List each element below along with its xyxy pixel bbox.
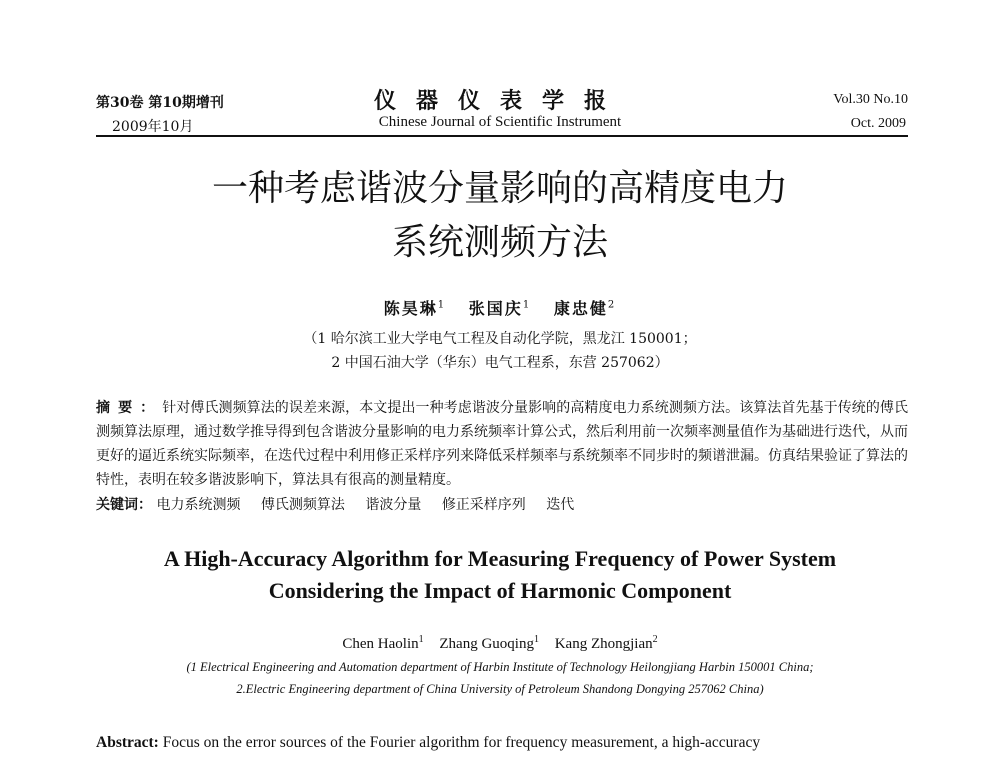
author-cn-1: 陈昊琳 — [383, 299, 438, 318]
keyword-cn-2: 傅氏测频算法 — [260, 497, 345, 513]
affiliation-cn-line2: 2 中国石油大学（华东）电气工程系，东营 257062） — [331, 355, 669, 371]
author-cn-2: 张国庆 — [468, 299, 523, 318]
keyword-cn-3: 谐波分量 — [365, 497, 422, 513]
author-cn-1-sup: 1 — [437, 299, 447, 311]
author-en-1-sup: 1 — [418, 634, 424, 645]
keywords-cn — [96, 494, 590, 514]
affiliation-cn-line1: （1 哈尔滨工业大学电气工程及自动化学院，黑龙江 150001； — [303, 331, 697, 347]
keywords-cn-label: 关键词： — [96, 497, 152, 513]
journal-name-cn: 仪器仪表学报 — [373, 88, 626, 114]
abstract-en — [96, 734, 908, 752]
title-cn-line1: 一种考虑谐波分量影响的高精度电力 — [211, 168, 788, 209]
title-en-line1: A High-Accuracy Algorithm for Measuring Frequency of Power System — [163, 546, 837, 571]
abstract-en-label: Abstract: — [96, 734, 159, 751]
author-en-2: Zhang Guoqing — [439, 636, 534, 652]
affiliation-en-line1: (1 Electrical Engineering and Automation department of Harbin Institute of Technology Heilongjiang Harbin 150001 China; — [186, 660, 814, 674]
date-en: Oct. 2009 — [850, 116, 906, 131]
title-cn-line2: 系统测频方法 — [391, 222, 608, 263]
authors-en — [0, 634, 1000, 653]
abstract-en-text: Focus on the error sources of the Fourier algorithm for frequency measurement, a high-accuracy — [158, 734, 761, 751]
author-cn-3-sup: 2 — [607, 299, 617, 311]
keyword-cn-1: 电力系统测频 — [156, 497, 241, 513]
abstract-cn — [96, 396, 908, 492]
authors-cn — [0, 296, 1000, 319]
keyword-cn-5: 迭代 — [546, 497, 575, 513]
journal-name-en: Chinese Journal of Scientific Instrument — [378, 114, 622, 130]
author-en-3-sup: 2 — [652, 634, 658, 645]
affiliation-en-line2: 2.Electric Engineering department of China University of Petroleum Shandong Dongying 257062 China) — [236, 682, 764, 696]
date-cn: 2009年10月 — [112, 119, 194, 135]
volume-issue-cn: 第30卷 第10期增刊 — [96, 95, 224, 111]
author-en-1: Chen Haolin — [342, 636, 419, 652]
author-en-3: Kang Zhongjian — [554, 636, 653, 652]
author-en-2-sup: 1 — [533, 634, 539, 645]
volume-issue-en: Vol.30 No.10 — [833, 92, 908, 107]
abstract-cn-label: 摘要： — [96, 400, 163, 416]
header-rule — [96, 135, 908, 137]
title-en-line2: Considering the Impact of Harmonic Component — [268, 578, 732, 603]
author-cn-2-sup: 1 — [522, 299, 532, 311]
keyword-cn-4: 修正采样序列 — [441, 497, 526, 513]
author-cn-3: 康忠健 — [553, 299, 608, 318]
abstract-cn-text: 针对傅氏测频算法的误差来源，本文提出一种考虑谐波分量影响的高精度电力系统测频方法。该算法首先基于传统的傅氏测频算法原理，通过数学推导得到包含谐波分量影响的电力系统频率计算公式，然后利用前一次频率测量值作为基础进行迭代，从而更好的逼近系统实际频率，在迭代过程中利用修正采样序列来降低采样频率与系统频率不同步时的频谱泄漏。仿真结果验证了算法的特性，表明在较多谐波影响下，算法具有很高的测量精度。 — [96, 400, 908, 488]
